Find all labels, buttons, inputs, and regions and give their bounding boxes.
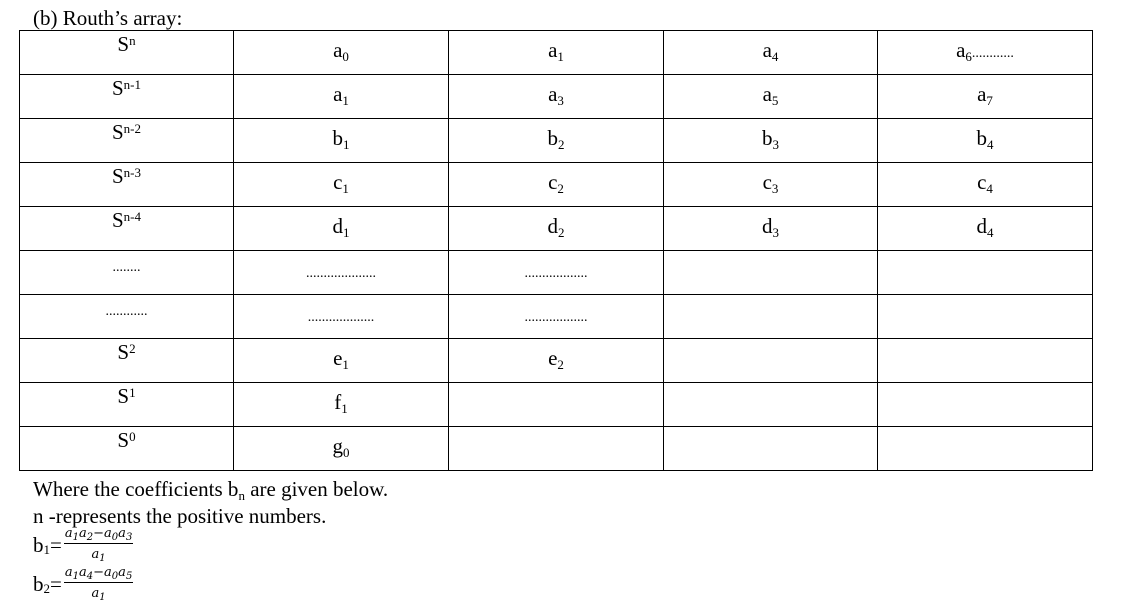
coefficient-notes	[33, 477, 388, 529]
routh-row	[20, 427, 1093, 471]
ellipsis-dots: ....................	[306, 266, 376, 281]
table-cell	[449, 427, 664, 471]
table-cell: $a_5$	[664, 75, 878, 119]
table-cell: $a_0$	[234, 31, 449, 75]
row-label: $S^0$	[20, 427, 234, 471]
table-cell	[878, 339, 1093, 383]
row-label: $S^1$	[20, 383, 234, 427]
table-cell: $c_2$	[449, 163, 664, 207]
table-cell	[878, 383, 1093, 427]
table-cell: $c_1$	[234, 163, 449, 207]
numerator: $a_1a_4-a_0a_5$	[64, 565, 133, 582]
table-cell	[449, 383, 664, 427]
table-cell: $f_1$	[234, 383, 449, 427]
routh-row	[20, 339, 1093, 383]
table-cell: $d_1$	[234, 207, 449, 251]
ellipsis-dots: ..................	[524, 310, 588, 325]
table-cell	[234, 251, 449, 295]
table-cell	[878, 251, 1093, 295]
formula-b1: b $_1$ = $\frac{a_1a_2-a_0a_3}{a_1}$	[33, 526, 133, 564]
table-cell: $e_1$	[234, 339, 449, 383]
row-label: $S^{n-4}$	[20, 207, 234, 251]
table-cell: $c_4$	[878, 163, 1093, 207]
routh-row	[20, 31, 1093, 75]
table-cell: $d_4$	[878, 207, 1093, 251]
table-cell: $g_0$	[234, 427, 449, 471]
fraction	[64, 565, 133, 604]
routh-row	[20, 163, 1093, 207]
table-cell: $a_6$............	[878, 31, 1093, 75]
table-cell: $a_7$	[878, 75, 1093, 119]
table-cell	[664, 251, 878, 295]
table-cell	[449, 295, 664, 339]
notes-line-2: n -represents the positive numbers.	[33, 504, 327, 528]
table-cell: $a_3$	[449, 75, 664, 119]
routh-row	[20, 383, 1093, 427]
table-cell	[664, 383, 878, 427]
notes-line-1: Where the coefficients $b_n$ are given below.	[33, 477, 389, 503]
routh-row	[20, 251, 1093, 295]
table-cell: $c_3$	[664, 163, 878, 207]
formula-b2: b $_2$ = $\frac{a_1a_4-a_0a_5}{a_1}$	[33, 565, 133, 603]
routh-array-table	[19, 30, 1093, 471]
ellipsis-dots: ........	[112, 260, 141, 275]
table-cell: $e_2$	[449, 339, 664, 383]
row-label: $S^{n-3}$	[20, 163, 234, 207]
table-cell: $b_2$	[449, 119, 664, 163]
table-cell	[664, 427, 878, 471]
routh-row	[20, 75, 1093, 119]
table-cell	[234, 295, 449, 339]
denominator: $a_1$	[91, 586, 106, 603]
table-cell: $b_4$	[878, 119, 1093, 163]
table-cell: $a_1$	[449, 31, 664, 75]
table-cell: $a_4$	[664, 31, 878, 75]
row-label: $S^{n-1}$	[20, 75, 234, 119]
table-cell	[664, 295, 878, 339]
denominator: $a_1$	[91, 547, 106, 564]
table-cell: $d_2$	[449, 207, 664, 251]
row-label: $S^2$	[20, 339, 234, 383]
table-cell: $d_3$	[664, 207, 878, 251]
section-heading: (b) Routh’s array:	[33, 6, 183, 30]
table-cell	[878, 295, 1093, 339]
routh-row	[20, 207, 1093, 251]
table-cell: $a_1$	[234, 75, 449, 119]
routh-row	[20, 295, 1093, 339]
ellipsis-dots: ..................	[524, 266, 588, 281]
ellipsis-dots: ............	[105, 304, 148, 319]
ellipsis-dots: ...................	[307, 310, 375, 325]
table-cell	[449, 251, 664, 295]
numerator: $a_1a_2-a_0a_3$	[64, 526, 133, 543]
table-cell	[664, 339, 878, 383]
fraction	[64, 526, 133, 565]
row-label: $S^{n-2}$	[20, 119, 234, 163]
table-cell: $b_3$	[664, 119, 878, 163]
row-label: $S^n$	[20, 31, 234, 75]
table-cell: $b_1$	[234, 119, 449, 163]
row-label	[20, 295, 234, 339]
routh-row	[20, 119, 1093, 163]
table-cell	[878, 427, 1093, 471]
row-label	[20, 251, 234, 295]
